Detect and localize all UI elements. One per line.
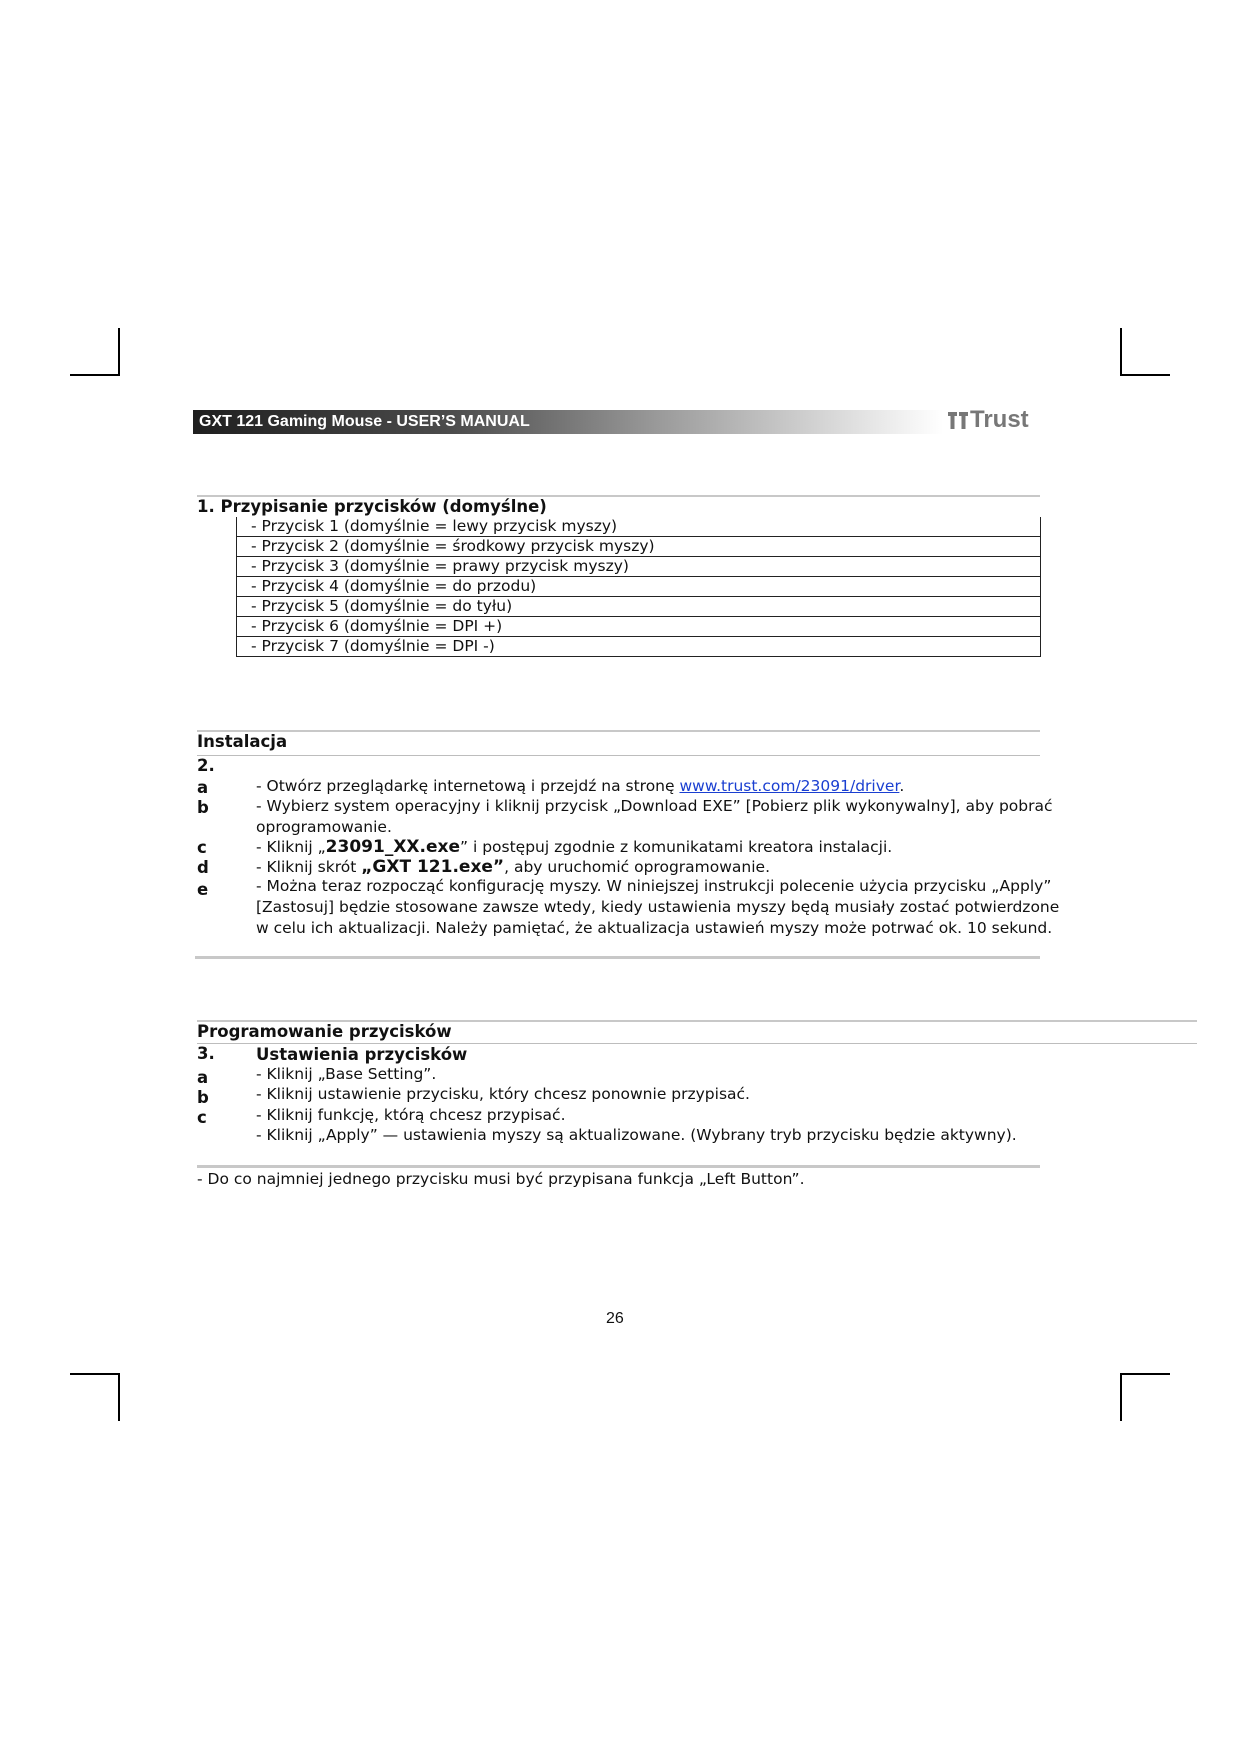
install-step-d: - Kliknij skrót „GXT 121.exe”, aby uruchomić oprogramowanie.	[256, 857, 771, 877]
subheading-button-settings: Ustawienia przycisków	[256, 1045, 468, 1064]
table-row	[237, 537, 1041, 557]
step-label: b	[197, 798, 209, 817]
step-number: 3.	[197, 1044, 215, 1063]
manual-title: GXT 121 Gaming Mouse - USER’S MANUAL	[199, 413, 530, 430]
step-label: b	[197, 1088, 209, 1107]
install-step-a: - Otwórz przeglądarkę internetową i przejdź na stronę www.trust.com/23091/driver.	[256, 777, 905, 795]
section-heading-programming: Programowanie przycisków	[197, 1022, 452, 1041]
install-step-c: - Kliknij „23091_XX.exe” i postępuj zgodnie z komunikatami kreatora instalacji.	[256, 837, 893, 857]
section-rule	[195, 956, 1040, 959]
table-row	[237, 577, 1041, 597]
step-label: d	[197, 858, 209, 877]
table-row	[237, 617, 1041, 637]
driver-download-link[interactable]: www.trust.com/23091/driver	[679, 777, 900, 795]
crop-mark-bottom-left	[70, 1373, 120, 1421]
table-row	[237, 557, 1041, 577]
program-step-b: - Kliknij ustawienie przycisku, który chcesz ponownie przypisać.	[256, 1085, 750, 1103]
install-step-e-line3: w celu ich aktualizacji. Należy pamiętać, że aktualizacja ustawień myszy może potrwać ok. 10 sekund.	[256, 919, 1053, 937]
table-row	[237, 637, 1041, 657]
trust-logo-text: Trust	[970, 406, 1029, 433]
install-step-e-line1: - Można teraz rozpocząć konfigurację myszy. W niniejszej instrukcji polecenie użycia przycisku „Apply”	[256, 877, 1052, 895]
table-cell: - Przycisk 1 (domyślnie = lewy przycisk myszy)	[237, 517, 1041, 537]
program-step-d: - Kliknij „Apply” — ustawienia myszy są aktualizowane. (Wybrany tryb przycisku będzie aktywny).	[256, 1126, 1017, 1144]
section-rule	[197, 1165, 1040, 1168]
program-step-a: - Kliknij „Base Setting”.	[256, 1065, 437, 1083]
install-step-e-line2: [Zastosuj] będzie stosowane zawsze wtedy, kiedy ustawienia myszy będą musiały zostać potwierdzone	[256, 898, 1060, 916]
table-cell: - Przycisk 7 (domyślnie = DPI -)	[237, 637, 1041, 657]
trust-logo-icon	[948, 409, 970, 433]
table-row	[237, 517, 1041, 537]
section-heading-installation: Instalacja	[197, 732, 288, 751]
crop-mark-bottom-right	[1120, 1373, 1170, 1421]
step-label: e	[197, 880, 209, 899]
step-label: a	[197, 778, 209, 797]
step-label: c	[197, 838, 207, 857]
table-cell: - Przycisk 4 (domyślnie = do przodu)	[237, 577, 1041, 597]
table-row	[237, 597, 1041, 617]
crop-mark-top-right	[1120, 328, 1170, 376]
section-rule	[197, 730, 1040, 732]
section-rule	[197, 755, 1040, 756]
install-step-b-line2: oprogramowanie.	[256, 818, 392, 836]
section-heading-button-assignment: 1. Przypisanie przycisków (domyślne)	[197, 497, 547, 516]
crop-mark-top-left	[70, 328, 120, 376]
page-number: 26	[606, 1310, 624, 1327]
step-label: a	[197, 1068, 209, 1087]
step-number: 2.	[197, 756, 215, 775]
manual-header-bar	[193, 410, 943, 434]
program-step-c: - Kliknij funkcję, którą chcesz przypisać.	[256, 1106, 566, 1124]
trust-logo	[948, 406, 1040, 436]
section-rule	[197, 1043, 1197, 1044]
step-label: c	[197, 1108, 207, 1127]
default-button-table	[236, 517, 1041, 657]
install-step-b-line1: - Wybierz system operacyjny i kliknij przycisk „Download EXE” [Pobierz plik wykonywalny], aby pobrać	[256, 797, 1053, 815]
table-cell: - Przycisk 6 (domyślnie = DPI +)	[237, 617, 1041, 637]
table-cell: - Przycisk 2 (domyślnie = środkowy przycisk myszy)	[237, 537, 1041, 557]
table-cell: - Przycisk 5 (domyślnie = do tyłu)	[237, 597, 1041, 617]
note-left-button: - Do co najmniej jednego przycisku musi być przypisana funkcja „Left Button”.	[197, 1170, 805, 1188]
table-cell: - Przycisk 3 (domyślnie = prawy przycisk myszy)	[237, 557, 1041, 577]
